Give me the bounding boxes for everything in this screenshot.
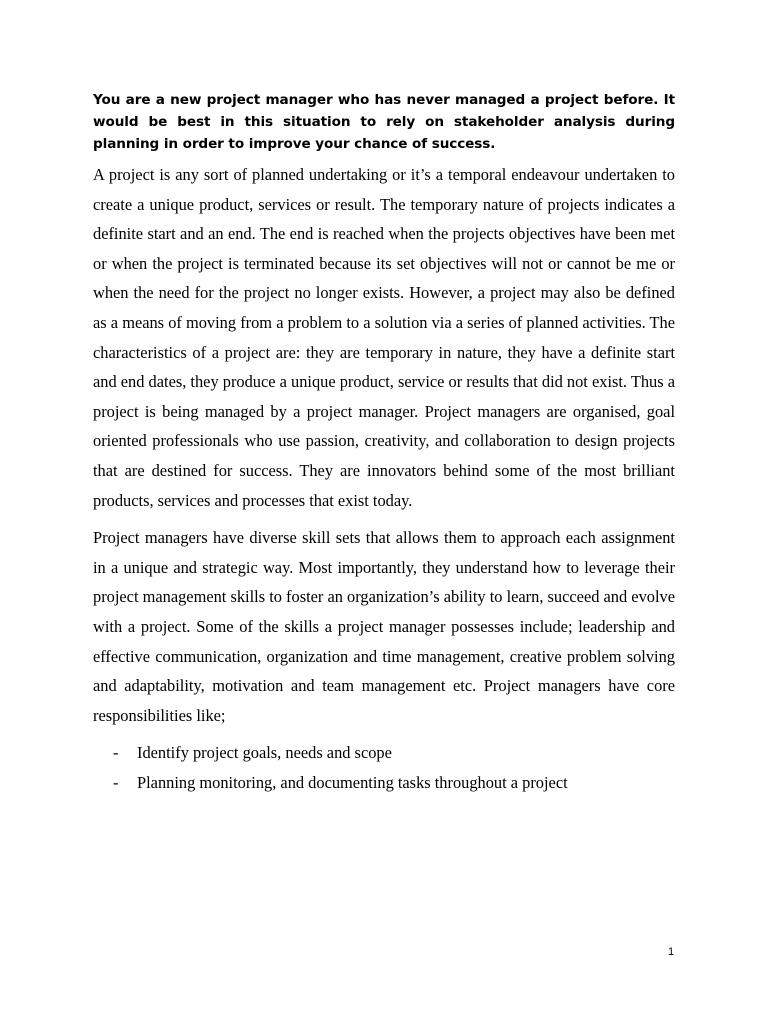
- paragraph-project-manager-skills: Project managers have diverse skill sets that allows them to approach each assignment in a unique and strategic way. Most importantly, they understand how to leverage their project management skills to foster an organization’s ability to learn, succeed and evolve with a project. Some of the skills a project manager possesses include; leadership and effective communication, organization and time management, creative problem solving and adaptability, motivation and team management etc. Project managers have core responsibilities like;: [93, 528, 675, 725]
- page-number: 1: [668, 946, 675, 958]
- list-item-text: Identify project goals, needs and scope: [137, 743, 392, 763]
- responsibilities-list: [93, 738, 675, 797]
- paragraph-project-definition: A project is any sort of planned undertaking or it’s a temporal endeavour undertaken to create a unique product, services or result. The temporary nature of projects indicates a definite start and an end. The end is reached when the projects objectives have been met or when the project is terminated because its set objectives will not or cannot be me or when the need for the project no longer exists. However, a project may also be defined as a means of moving from a problem to a solution via a series of planned activities. The characteristics of a project are: they are temporary in nature, they have a definite start and end dates, they produce a unique product, service or results that did not exist. Thus a project is being managed by a project manager. Project managers are organised, goal oriented professionals who use passion, creativity, and collaboration to design projects that are destined for success. They are innovators behind some of the most brilliant products, services and processes that exist today.: [93, 165, 675, 510]
- list-item-text: Planning monitoring, and documenting tasks throughout a project: [137, 772, 568, 792]
- question-heading: You are a new project manager who has never managed a project before. It would be best in this situation to rely on stakeholder analysis during planning in order to improve your chance of success.: [93, 92, 675, 152]
- list-item: [93, 768, 675, 797]
- list-item: [93, 738, 675, 767]
- bullet-dash: -: [113, 772, 119, 792]
- bullet-dash: -: [113, 743, 119, 763]
- page-content: [93, 89, 675, 797]
